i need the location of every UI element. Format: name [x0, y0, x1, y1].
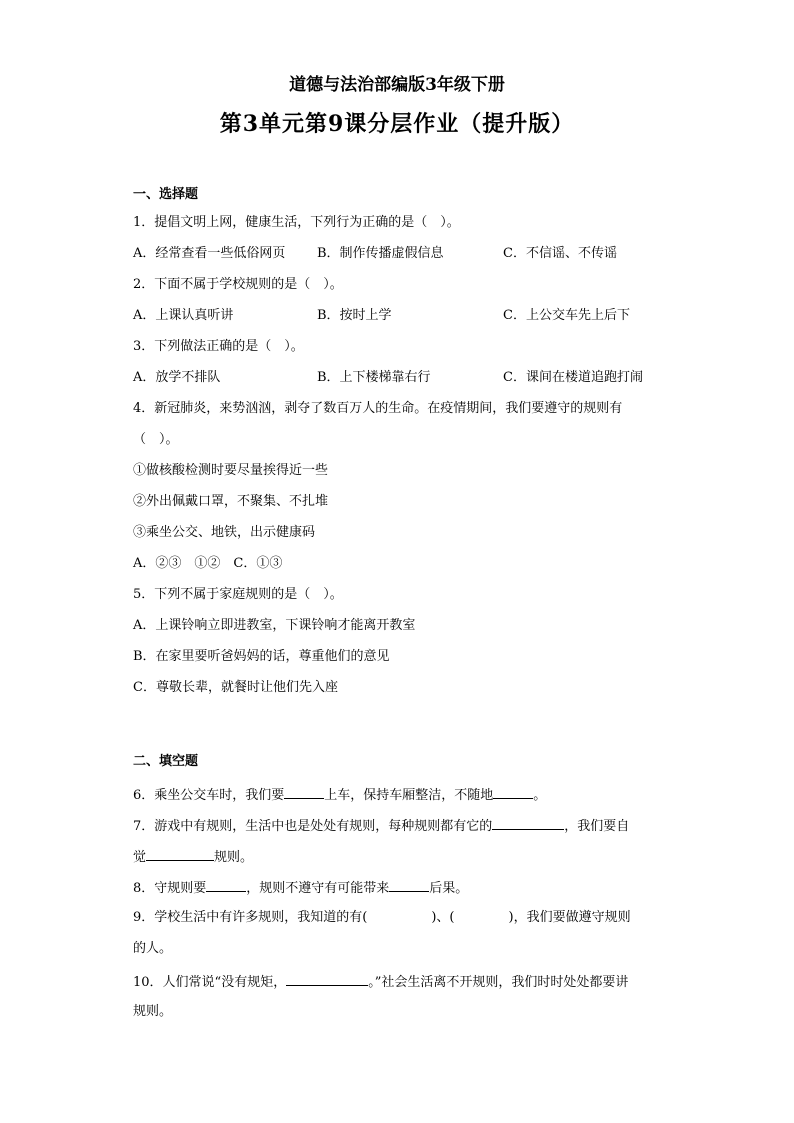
q6-text-2: 上车，保持车厢整洁，不随地 [324, 788, 494, 803]
q8-blank-2 [389, 878, 429, 892]
q3-stem: 3．下列做法正确的是（ ）。 [133, 339, 304, 354]
q1-option-a: A．经常查看一些低俗网页 [133, 246, 286, 261]
q2-option-c: C．上公交车先上后下 [503, 308, 630, 323]
q8-text-2: ，规则不遵守有可能带来 [246, 881, 390, 896]
q3-option-a: A．放学不排队 [133, 370, 221, 385]
q1-stem: 1．提倡文明上网，健康生活，下列行为正确的是（ ）。 [133, 215, 460, 230]
q7-text-1: 7．游戏中有规则，生活中也是处处有规则，每种规则都有它的 [133, 819, 493, 834]
q7-line1 [133, 816, 629, 836]
q1-option-b: B．制作传播虚假信息 [317, 246, 444, 261]
section-choice-heading: 一、选择题 [133, 187, 199, 202]
q5-option-b: B．在家里要听爸妈妈的话，尊重他们的意见 [133, 649, 390, 664]
worksheet-title: 道德与法治部编版3年级下册 [289, 75, 505, 95]
q7-blank-1 [492, 816, 564, 830]
q6-blank-2 [493, 785, 533, 799]
q7-text-4: 规则。 [214, 850, 254, 865]
q2-option-b: B．按时上学 [317, 308, 392, 323]
q7-text-3: 觉 [133, 850, 147, 865]
worksheet-subtitle: 第3单元第9课分层作业（提升版） [219, 111, 575, 137]
q8-blank-1 [206, 878, 246, 892]
q9-line1 [133, 909, 631, 927]
q10-line1 [133, 972, 628, 992]
q8-line [133, 878, 468, 898]
q4-item-3: ③乘坐公交、地铁，出示健康码 [133, 525, 316, 540]
q9-text-3: )，我们要做遵守规则 [508, 910, 631, 925]
q8-text-3: 后果。 [429, 881, 469, 896]
q4-options: A．②③ ①② C．①③ [133, 556, 283, 571]
q4-item-2: ②外出佩戴口罩，不聚集、不扎堆 [133, 494, 329, 509]
q4-stem-line2: （ ）。 [133, 432, 179, 447]
q1-option-c: C．不信谣、不传谣 [503, 246, 617, 261]
q9-text-2: )、( [431, 910, 455, 925]
q9-text-1: 9．学校生活中有许多规则，我知道的有( [133, 910, 368, 925]
q6-text-3: 。 [533, 788, 547, 803]
q2-option-a: A．上课认真听讲 [133, 308, 234, 323]
q6-blank-1 [284, 785, 324, 799]
q10-text-1: 10．人们常说“没有规矩， [133, 975, 287, 990]
q7-blank-2 [146, 847, 214, 861]
q4-item-1: ①做核酸检测时要尽量挨得近一些 [133, 463, 329, 478]
q6-text-1: 6．乘坐公交车时，我们要 [133, 788, 285, 803]
q5-option-a: A．上课铃响立即进教室，下课铃响才能离开教室 [133, 618, 416, 633]
q7-text-2: ，我们要自 [564, 819, 630, 834]
q10-blank-1 [286, 972, 368, 986]
q7-line2 [133, 847, 253, 867]
q5-option-c: C．尊敬长辈，就餐时让他们先入座 [133, 680, 338, 695]
q4-stem-line1: 4．新冠肺炎，来势汹汹，剥夺了数百万人的生命。在疫情期间，我们要遵守的规则有 [133, 401, 623, 416]
q8-text-1: 8．守规则要 [133, 881, 207, 896]
section-fill-heading: 二、填空题 [133, 754, 199, 769]
q2-stem: 2．下面不属于学校规则的是（ ）。 [133, 277, 343, 292]
q3-option-c: C．课间在楼道追跑打闹 [503, 370, 643, 385]
q5-stem: 5．下列不属于家庭规则的是（ ）。 [133, 587, 343, 602]
q10-text-2: 。”社会生活离不开规则，我们时时处处都要讲 [368, 975, 629, 990]
q3-option-b: B．上下楼梯靠右行 [317, 370, 431, 385]
q6-line [133, 785, 546, 805]
q10-line2: 规则。 [133, 1004, 173, 1019]
q9-line2: 的人。 [133, 941, 173, 956]
